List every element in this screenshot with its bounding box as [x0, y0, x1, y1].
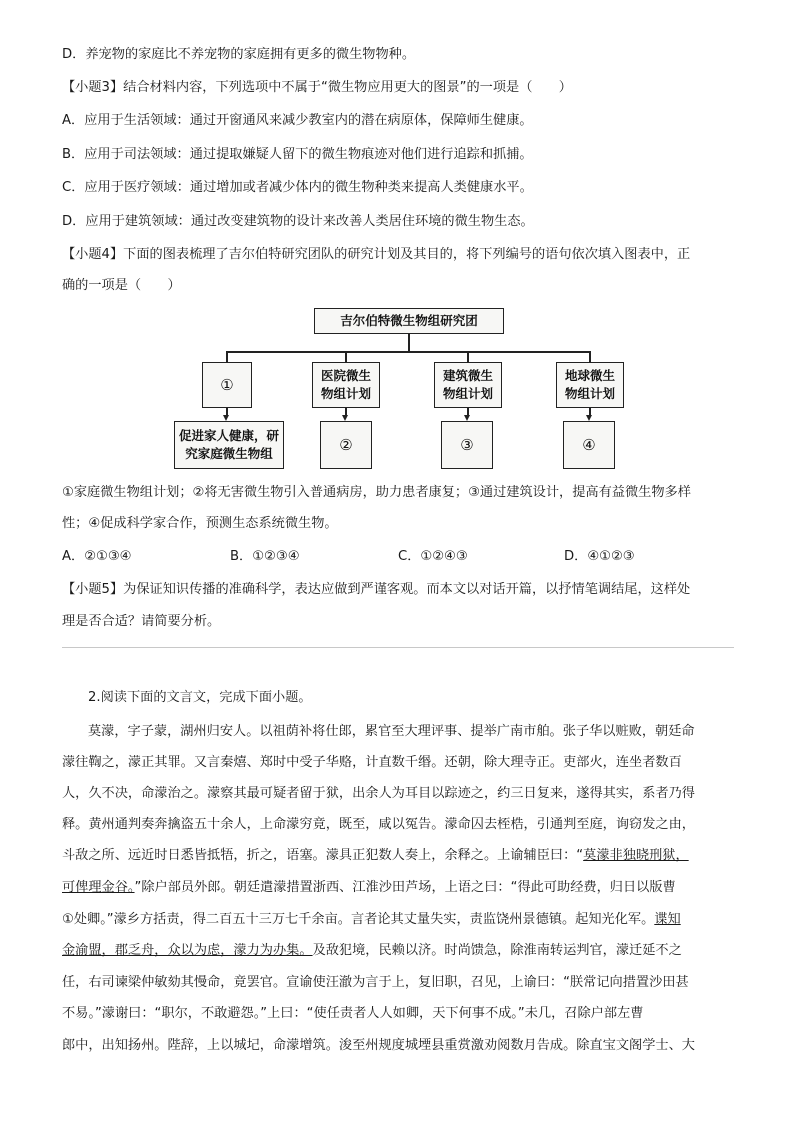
q4-items-line1: ①家庭微生物组计划；②将无害微生物引入普通病房，助力患者康复；③通过建筑设计，提高有益微生物多样 — [62, 485, 691, 500]
q3-option-b: B．应用于司法领域：通过提取嫌疑人留下的微生物痕迹对他们进行追踪和抓捕。 — [62, 147, 533, 162]
plan-box-2: 医院微生 物组计划 — [312, 362, 380, 408]
section2-heading: 2.阅读下面的文言文，完成下面小题。 — [88, 690, 312, 705]
underlined-sentence: 谍知 — [654, 912, 681, 927]
section-divider — [62, 647, 734, 648]
q3-option-a: A．应用于生活领域：通过开窗通风来减少教室内的潜在病原体，保障师生健康。 — [62, 113, 533, 128]
passage-line — [62, 846, 734, 866]
q3-option-d: D．应用于建筑领域：通过改变建筑物的设计来改善人类居住环境的微生物生态。 — [62, 214, 534, 229]
goal-box-4: ④ — [563, 421, 615, 469]
goal-box-1: 促进家人健康，研 究家庭微生物组 — [174, 421, 284, 469]
q5-line1: 【小题5】为保证知识传播的准确科学，表达应做到严谨客观。而本文以对话开篇，以抒情笔调结尾，这样处 — [62, 582, 691, 597]
q2-option-d: D．养宠物的家庭比不养宠物的家庭拥有更多的微生物物种。 — [62, 47, 416, 62]
q4-stem-line2: 确的一项是（ ） — [62, 278, 181, 293]
q4-option-a: A．②①③④ — [62, 549, 132, 564]
passage-line — [62, 910, 734, 930]
passage-line: 释。黄州通判奏奔擒盗五十余人，上命濛穷竟，既至，咸以冤告。濛命囚去桎梏，引通判至庭，询窃发之由， — [62, 817, 695, 832]
passage-line: 莫濛，字子蒙，湖州归安人。以祖荫补将仕郎，累官至大理评事、提举广南市舶。张子华以赃败，朝廷命 — [88, 724, 695, 739]
passage-line — [62, 878, 734, 898]
q4-option-b: B．①②③④ — [230, 549, 300, 564]
diagram-connector — [226, 351, 590, 353]
passage-text: 斗敌之所、远近时日悉皆抵牾，折之，语塞。濛具正犯数人奏上，余释之。上谕辅臣曰：“ — [62, 848, 584, 863]
plan-box-1: ① — [202, 362, 252, 408]
underlined-sentence: 金渝盟，郡乏舟，众以为虑，濛力为办集。 — [62, 943, 313, 958]
passage-text: ”除户部员外郎。朝廷遣濛措置浙西、江淮沙田芦场，上语之曰：“得此可助经费，归日以版曹 — [134, 880, 676, 895]
q4-option-c: C．①②④③ — [398, 549, 468, 564]
passage-line: 不易。”濛谢曰：“职尔，不敢避怨。”上曰：“使任责者人人如卿，天下何事不成。”未几，召除户部左曹 — [62, 1006, 644, 1021]
goal-box-3: ③ — [441, 421, 493, 469]
passage-text: 处卿。”濛乡方括责，得二百五十三万七千余亩。言者论其丈量失实，责监饶州景德镇。起知光化军。 — [73, 912, 655, 927]
q4-option-d: D．④①②③ — [564, 549, 635, 564]
passage-line: 濛往鞫之，濛正其罪。又言秦熺、郑时中受子华赂，计直数千缗。还朝，除大理寺正。吏部火，连坐者数百 — [62, 755, 682, 770]
q4-stem-line1: 【小题4】下面的图表梳理了吉尔伯特研究团队的研究计划及其目的，将下列编号的语句依次填入图表中，正 — [62, 247, 691, 262]
plan-box-3: 建筑微生 物组计划 — [434, 362, 502, 408]
underlined-sentence: 莫濛非独晓刑狱， — [583, 848, 689, 863]
goal-box-2: ② — [320, 421, 372, 469]
footnote-mark: ① — [62, 912, 74, 927]
passage-line: 任，右司谏梁仲敏劾其慢命，竟罢官。宣谕使汪澈为言于上，复旧职，召见，上谕曰：“朕常记向措置沙田甚 — [62, 975, 689, 990]
passage-line — [62, 941, 734, 961]
diagram-top-box: 吉尔伯特微生物组研究团 — [314, 308, 504, 334]
q3-stem: 【小题3】结合材料内容，下列选项中不属于“微生物应用更大的图景”的一项是（ ） — [62, 80, 572, 95]
research-plan-diagram — [178, 304, 630, 476]
q4-items-line2: 性；④促成科学家合作，预测生态系统微生物。 — [62, 516, 338, 531]
q3-option-c: C．应用于医疗领域：通过增加或者减少体内的微生物种类来提高人类健康水平。 — [62, 180, 533, 195]
q5-line2: 理是否合适？请简要分析。 — [62, 614, 221, 629]
plan-box-4: 地球微生 物组计划 — [556, 362, 624, 408]
underlined-sentence: 可俾理金谷。 — [62, 880, 135, 895]
diagram-connector — [408, 334, 410, 352]
passage-text: 及敌犯境，民赖以济。时尚馈急，除淮南转运判官，濛迁延不之 — [312, 943, 682, 958]
passage-line: 人，久不决，命濛治之。濛察其最可疑者留于狱，出余人为耳目以踪迹之，约三日复来，遂得其实，系者乃得 — [62, 786, 695, 801]
passage-line: 郎中，出知扬州。陛辞，上以城圮，命濛增筑。浚至州规度城堙县重赏激劝阅数月告成。除直宝文阁学士、大 — [62, 1038, 695, 1053]
